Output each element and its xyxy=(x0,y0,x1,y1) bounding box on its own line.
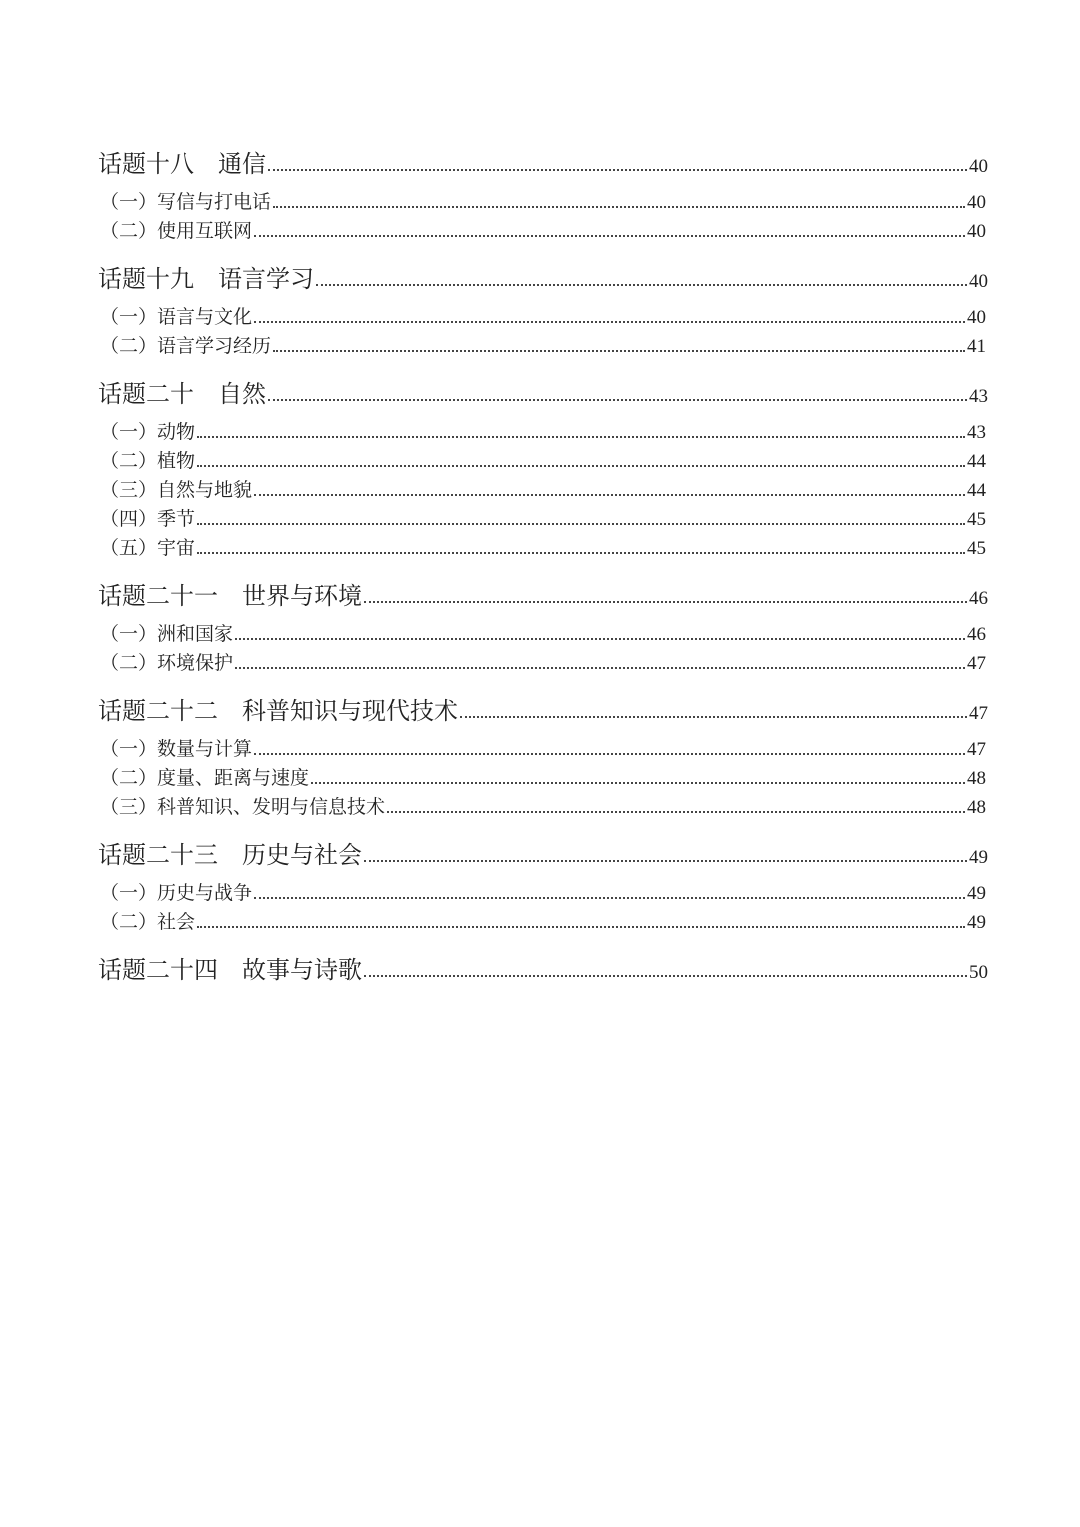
toc-sub-entry[interactable] xyxy=(100,532,986,558)
toc-page-number: 48 xyxy=(967,768,986,789)
toc-sub-entry[interactable] xyxy=(100,301,986,327)
toc-page-number: 49 xyxy=(967,912,986,933)
toc-entry-label: （一）数量与计算 xyxy=(100,738,253,760)
toc-entry-label: 话题二十四 故事与诗歌 xyxy=(98,956,362,984)
toc-page-number: 40 xyxy=(969,271,988,292)
dot-leader xyxy=(197,436,965,438)
toc-page-number: 40 xyxy=(967,307,986,328)
toc-page-number: 49 xyxy=(969,847,988,868)
toc-entry-label: （一）动物 xyxy=(100,421,196,443)
toc-page-number: 47 xyxy=(969,703,988,724)
toc-page-number: 46 xyxy=(969,588,988,609)
toc-sub-entry[interactable] xyxy=(100,416,986,442)
toc-sub-entry[interactable] xyxy=(100,877,986,903)
toc-page-number: 41 xyxy=(967,336,986,357)
toc-page-number: 50 xyxy=(969,962,988,983)
dot-leader xyxy=(254,897,965,899)
dot-leader xyxy=(254,494,965,496)
toc-sub-entry[interactable] xyxy=(100,503,986,529)
toc-entry-label: （一）写信与打电话 xyxy=(100,191,272,213)
toc-entry-label: 话题十八 通信 xyxy=(98,150,266,178)
toc-sub-entry[interactable] xyxy=(100,474,986,500)
dot-leader xyxy=(197,926,965,928)
toc-sub-entry[interactable] xyxy=(100,445,986,471)
dot-leader xyxy=(197,465,965,467)
toc-entry-label: 话题二十 自然 xyxy=(98,380,266,408)
toc-topic-entry[interactable] xyxy=(98,374,988,406)
toc-sub-entry[interactable] xyxy=(100,733,986,759)
toc-sub-entry[interactable] xyxy=(100,330,986,356)
toc-page-number: 48 xyxy=(967,797,986,818)
toc-page-number: 43 xyxy=(969,386,988,407)
toc-sub-entry[interactable] xyxy=(100,762,986,788)
toc-entry-label: 话题十九 语言学习 xyxy=(98,265,314,293)
toc-page-number: 47 xyxy=(967,653,986,674)
toc-entry-label: 话题二十一 世界与环境 xyxy=(98,582,362,610)
toc-page-number: 46 xyxy=(967,624,986,645)
dot-leader xyxy=(364,975,967,977)
toc-page-number: 45 xyxy=(967,509,986,530)
toc-page-number: 47 xyxy=(967,739,986,760)
toc-entry-label: 话题二十二 科普知识与现代技术 xyxy=(98,697,458,725)
toc-page-number: 44 xyxy=(967,480,986,501)
toc-sub-entry[interactable] xyxy=(100,647,986,673)
toc-topic-entry[interactable] xyxy=(98,144,988,176)
toc-sub-entry[interactable] xyxy=(100,618,986,644)
dot-leader xyxy=(273,206,965,208)
toc-entry-label: （二）使用互联网 xyxy=(100,220,253,242)
toc-entry-label: （二）植物 xyxy=(100,450,196,472)
toc-topic-entry[interactable] xyxy=(98,691,988,723)
dot-leader xyxy=(197,552,965,554)
toc-entry-label: （三）自然与地貌 xyxy=(100,479,253,501)
dot-leader xyxy=(197,523,965,525)
dot-leader xyxy=(235,667,965,669)
toc-topic-entry[interactable] xyxy=(98,950,988,982)
toc-entry-label: （五）宇宙 xyxy=(100,537,196,559)
toc-entry-label: （一）洲和国家 xyxy=(100,623,234,645)
dot-leader xyxy=(364,601,967,603)
toc-entry-label: （四）季节 xyxy=(100,508,196,530)
toc-page-number: 44 xyxy=(967,451,986,472)
toc-page-number: 49 xyxy=(967,883,986,904)
toc-page-number: 40 xyxy=(967,221,986,242)
toc-entry-label: （二）语言学习经历 xyxy=(100,335,272,357)
dot-leader xyxy=(311,782,965,784)
dot-leader xyxy=(254,321,965,323)
toc-sub-entry[interactable] xyxy=(100,791,986,817)
toc-topic-entry[interactable] xyxy=(98,259,988,291)
toc-page-number: 43 xyxy=(967,422,986,443)
toc-sub-entry[interactable] xyxy=(100,186,986,212)
dot-leader xyxy=(268,169,967,171)
toc-entry-label: （一）历史与战争 xyxy=(100,882,253,904)
toc-topic-entry[interactable] xyxy=(98,835,988,867)
dot-leader xyxy=(235,638,965,640)
dot-leader xyxy=(254,235,965,237)
toc-page-number: 40 xyxy=(967,192,986,213)
toc-topic-entry[interactable] xyxy=(98,576,988,608)
dot-leader xyxy=(316,284,967,286)
toc-page-number: 40 xyxy=(969,156,988,177)
dot-leader xyxy=(387,811,965,813)
toc-sub-entry[interactable] xyxy=(100,215,986,241)
toc-entry-label: （二）环境保护 xyxy=(100,652,234,674)
toc-entry-label: 话题二十三 历史与社会 xyxy=(98,841,362,869)
dot-leader xyxy=(364,860,967,862)
toc-page-number: 45 xyxy=(967,538,986,559)
toc-entry-label: （三）科普知识、发明与信息技术 xyxy=(100,796,386,818)
dot-leader xyxy=(460,716,967,718)
toc-entry-label: （二）社会 xyxy=(100,911,196,933)
dot-leader xyxy=(273,350,965,352)
toc-entry-label: （一）语言与文化 xyxy=(100,306,253,328)
dot-leader xyxy=(254,753,965,755)
toc-sub-entry[interactable] xyxy=(100,906,986,932)
dot-leader xyxy=(268,399,967,401)
toc-entry-label: （二）度量、距离与速度 xyxy=(100,767,310,789)
